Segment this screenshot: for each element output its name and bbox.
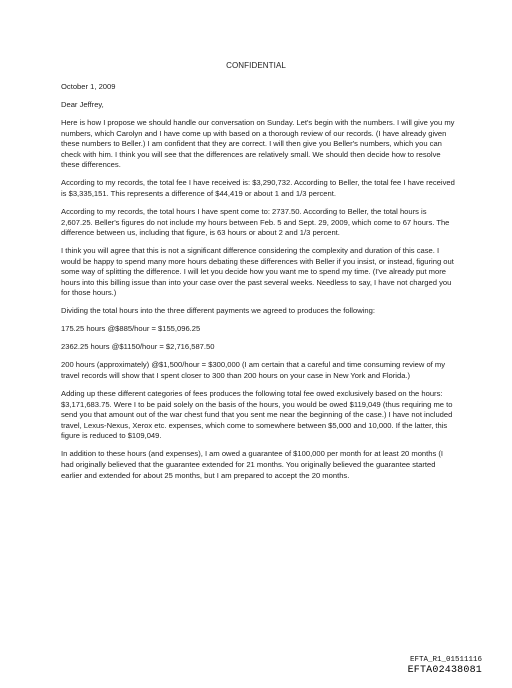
letter-body <box>61 82 457 489</box>
bates-code-small: EFTA_R1_01511116 <box>409 656 482 664</box>
paragraph-difference: I think you will agree that this is not a significant difference considering the complexity and duration of this case. I would be happy to spend many more hours debating these differences with Beller if you insist, or instead, figuring out some way of splitting the difference. I will let you decide how you want me to spend my time. (I've already put more hours into this billing issue than into your case over the past several weeks. Needless to say, I have not charged you for those hours.) <box>61 246 454 298</box>
letter-salutation: Dear Jeffrey, <box>61 99 104 109</box>
rate-line-885: 175.25 hours @$885/hour = $155,096.25 <box>61 324 201 334</box>
confidential-heading: CONFIDENTIAL <box>226 61 286 70</box>
paragraph-intro: Here is how I propose we should handle our conversation on Sunday. Let's begin with the numbers. I will give you my numbers, which Carolyn and I have come up with based on a thorough review of our records. (I have already given these numbers to Beller.) I am confident that they are correct. I will then give you Beller's numbers, which you can check with him. I think you will see that the differences are relatively small. We should then decide how to resolve these differences. <box>61 117 455 170</box>
paragraph-total-fee: According to my records, the total fee I have received is: $3,290,732. According to Beller, the total fee I have received is $3,335,151. This represents a difference of $44,419 or about 1 and 1/3 percent. <box>61 178 455 198</box>
rate-line-1150: 2362.25 hours @$1150/hour = $2,716,587.50 <box>61 342 215 352</box>
rate-line-1500: 200 hours (approximately) @$1,500/hour = $300,000 (I am certain that a careful and time consuming review of my travel records will show that I spent closer to 300 than 200 hours on your case in New York and Florida.) <box>61 360 446 380</box>
letter-date: October 1, 2009 <box>61 82 116 91</box>
paragraph-adding: Adding up these different categories of fees produces the following total fee owed exclusively based on the hours: $3,171,683.75. Were I to be paid solely on the basis of the hours, you would be owed $119,049 (thus requiring me to send you that amount out of the war chest fund that you sent me near the beginning of the case.) I have not included travel, Lexus-Nexus, Xerox etc. expenses, which come to somewhere between $5,000 and 10,000. If the latter, this figure is reduced to $109,049. <box>61 388 453 441</box>
bates-code-large: EFTA02438081 <box>407 665 482 676</box>
bates-stamp <box>408 656 482 676</box>
paragraph-guarantee: In addition to these hours (and expenses), I am owed a guarantee of $100,000 per month for at least 20 months (I had originally believed that the guarantee extended for 21 months. You originally believed the guarantee started earlier and extended for about 25 months, but I am prepared to accept the 20 months. <box>61 449 444 480</box>
paragraph-dividing: Dividing the total hours into the three different payments we agreed to produces the following: <box>61 306 375 316</box>
paragraph-total-hours: According to my records, the total hours I have spent come to: 2737.50. According to Beller, the total hours is 2,607.25. Beller's figures do not include my hours between Feb. 5 and Sept. 29, 2009, which come to 67 hours. The difference between us, including that figure, is 63 hours or about 2 and 1/3 percent. <box>61 206 450 238</box>
